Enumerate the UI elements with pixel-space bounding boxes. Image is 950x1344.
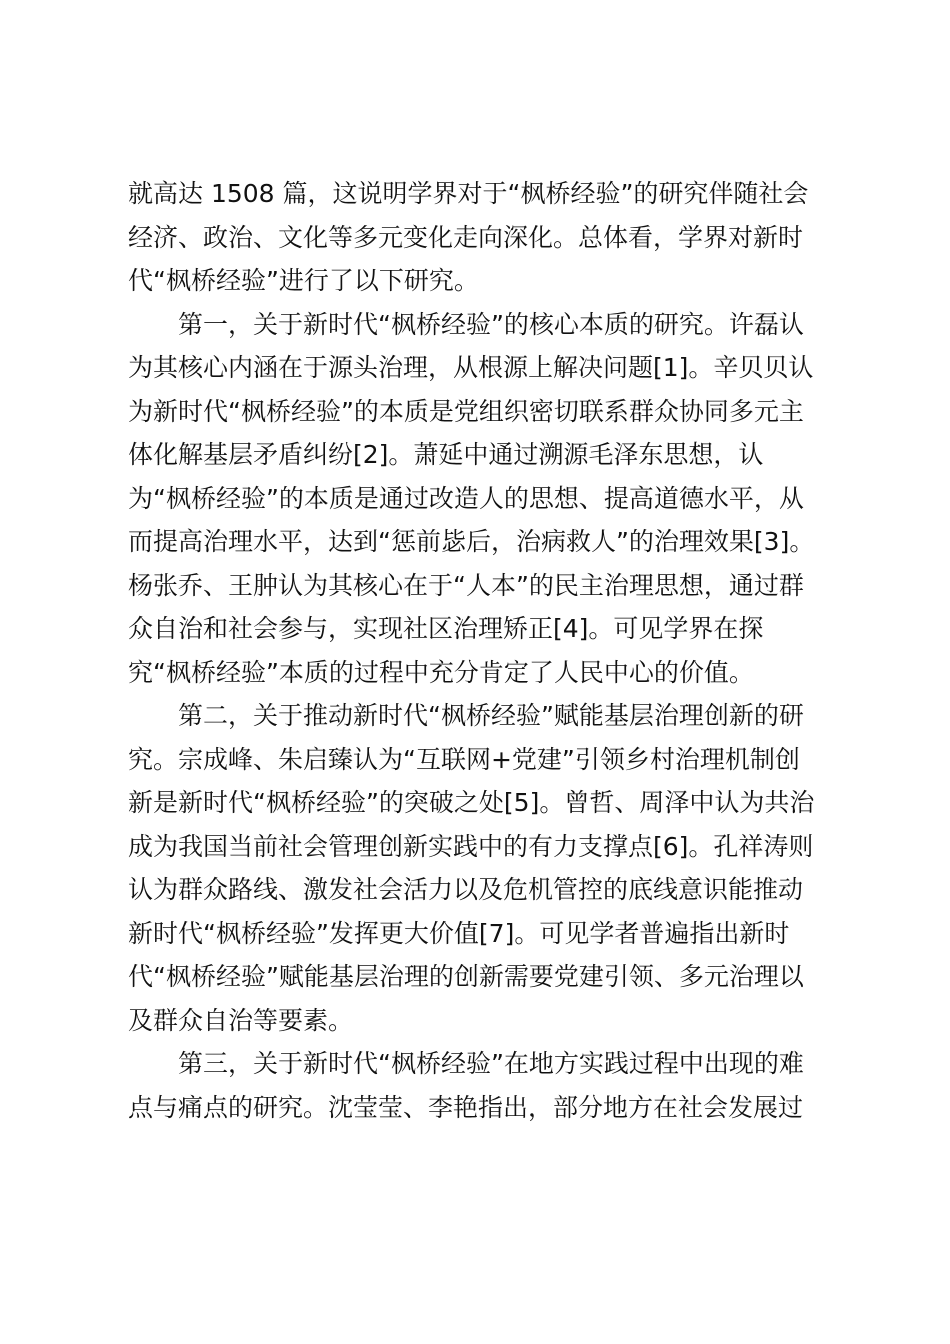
text-line: 经济、政治、文化等多元变化走向深化。总体看，学界对新时: [128, 222, 804, 252]
text-line: 为新时代“枫桥经验”的本质是党组织密切联系群众协同多元主: [128, 396, 804, 426]
text-line: 体化解基层矛盾纠纷[2]。萧延中通过溯源毛泽东思想，认: [128, 440, 764, 469]
text-line: 而提高治理水平，达到“惩前毖后，治病救人”的治理效果[3]。: [128, 527, 815, 556]
text-line: 究。宗成峰、朱启臻认为“互联网+党建”引领乡村治理机制创: [128, 744, 800, 774]
text-line: 代“枫桥经验”进行了以下研究。: [128, 266, 479, 295]
text-line: 新时代“枫桥经验”发挥更大价值[7]。可见学者普遍指出新时: [128, 918, 790, 948]
text-line: 代“枫桥经验”赋能基层治理的创新需要党建引领、多元治理以: [128, 962, 804, 991]
text-line: 为“枫桥经验”的本质是通过改造人的思想、提高道德水平，从: [128, 483, 804, 513]
text-line: 第一，关于新时代“枫桥经验”的核心本质的研究。许磊认: [178, 309, 804, 339]
text-line: 第三，关于新时代“枫桥经验”在地方实践过程中出现的难: [178, 1049, 804, 1078]
text-line: 第二，关于推动新时代“枫桥经验”赋能基层治理创新的研: [178, 701, 804, 730]
text-line: 杨张乔、王肿认为其核心在于“人本”的民主治理思想，通过群: [128, 570, 804, 600]
text-line: 认为群众路线、激发社会活力以及危机管控的底线意识能推动: [128, 875, 804, 904]
text-line: 新是新时代“枫桥经验”的突破之处[5]。曾哲、周泽中认为共治: [128, 788, 815, 817]
text-line: 究“枫桥经验”本质的过程中充分肯定了人民中心的价值。: [128, 657, 754, 687]
text-line: 点与痛点的研究。沈莹莹、李艳指出，部分地方在社会发展过: [128, 1092, 804, 1122]
text-line: 为其核心内涵在于源头治理，从根源上解决问题[1]。辛贝贝认: [128, 353, 814, 382]
text-line: 众自治和社会参与，实现社区治理矫正[4]。可见学界在探: [128, 614, 764, 643]
text-line: 就高达 1508 篇，这说明学界对于“枫桥经验”的研究伴随社会: [128, 179, 809, 208]
body-text: [128, 172, 828, 1129]
text-line: 及群众自治等要素。: [128, 1005, 354, 1035]
text-line: 成为我国当前社会管理创新实践中的有力支撑点[6]。孔祥涛则: [128, 831, 814, 861]
